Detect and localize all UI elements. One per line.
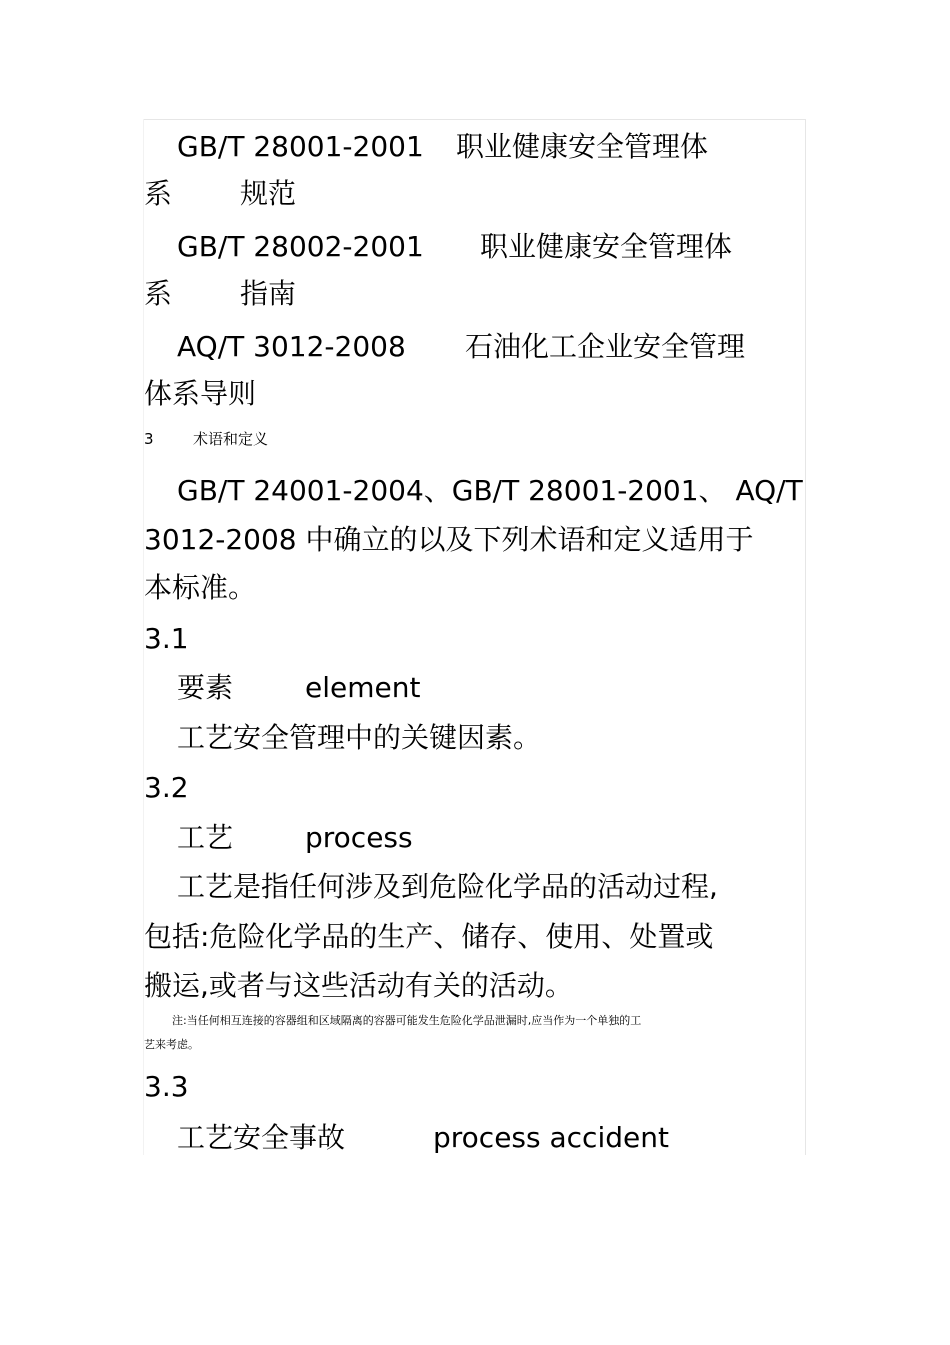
term-cn: 要素 <box>177 671 234 704</box>
ref-title-cont: 指南 <box>240 277 297 310</box>
term-note: 艺来考虑。 <box>144 1038 199 1051</box>
ref-title-cont: 体系导则 <box>144 377 257 410</box>
term-definition: 搬运,或者与这些活动有关的活动。 <box>144 969 573 1002</box>
term-definition: 工艺安全管理中的关键因素。 <box>177 721 542 754</box>
term-en: process <box>305 821 413 854</box>
section-intro-line: 本标准。 <box>144 571 257 604</box>
ref-title: 职业健康安全管理体 <box>480 230 733 263</box>
ref-title-cont: 系 <box>144 277 173 310</box>
section-number: 3 <box>144 430 154 448</box>
section-intro-line: GB/T 24001-2004、GB/T 28001-2001、 AQ/T <box>177 474 803 507</box>
ref-code: AQ/T 3012-2008 <box>177 330 406 363</box>
term-cn: 工艺安全事故 <box>177 1121 346 1154</box>
term-en: element <box>305 671 421 704</box>
term-number: 3.3 <box>144 1070 189 1103</box>
term-definition: 工艺是指任何涉及到危险化学品的活动过程, <box>177 870 718 903</box>
term-en: process accident <box>433 1121 669 1154</box>
section-title: 术语和定义 <box>193 430 269 448</box>
section-intro-line: 3012-2008 中确立的以及下列术语和定义适用于 <box>144 523 754 556</box>
ref-title-cont: 规范 <box>240 177 297 210</box>
ref-title: 石油化工企业安全管理 <box>465 330 746 363</box>
term-cn: 工艺 <box>177 821 234 854</box>
ref-title: 职业健康安全管理体 <box>456 130 709 163</box>
term-number: 3.2 <box>144 771 189 804</box>
ref-code: GB/T 28001-2001 <box>177 130 424 163</box>
term-definition: 包括:危险化学品的生产、储存、使用、处置或 <box>144 920 714 953</box>
ref-title-cont: 系 <box>144 177 173 210</box>
term-note: 注:当任何相互连接的容器组和区域隔离的容器可能发生危险化学品泄漏时,应当作为一个单独的工 <box>172 1014 642 1027</box>
term-number: 3.1 <box>144 622 189 655</box>
ref-code: GB/T 28002-2001 <box>177 230 424 263</box>
